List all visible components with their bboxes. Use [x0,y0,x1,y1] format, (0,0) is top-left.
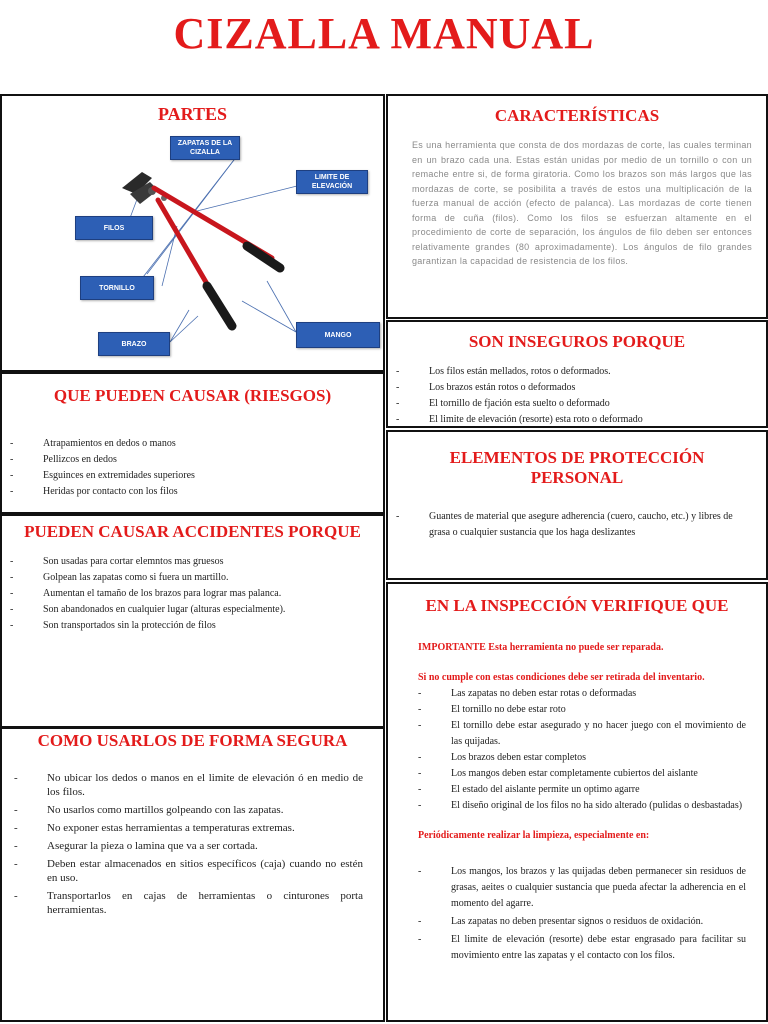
list-item: - El tornillo debe estar asegurado y no hacer juego con el movimiento de las quijadas. [418,718,766,750]
list-item: - El tornillo no debe estar roto [418,702,766,718]
uso-heading: COMO USARLOS DE FORMA SEGURA [37,731,348,750]
callout-filos: FILOS [75,216,153,240]
cleaning-list [388,864,766,964]
accidentes-list [2,554,383,634]
list-item: - No ubicar los dedos o manos en el limite de elevación ó en medio de los filos. [14,771,383,799]
uso-panel [0,727,385,1022]
caracteristicas-heading: CARACTERÍSTICAS [494,106,660,125]
caracteristicas-text: Es una herramienta que consta de dos mordazas de corte, las cuales terminan en un brazo cada una. Estas están unidas por medio de un tornillo o con un remache entre si, de forma giratoria. Como los brazos son más largos que las mordazas de corte, se posibilita a través de estos una multiplicación de la fuerza manual de acción (efecto de palanca). Las mordazas de corte tienen forma de cuña (filos). Como los filos se esfuerzan altamente en el procedimiento de corte de separación, los ángulos de filo deben ser entonces relativamente grandes (80 aproximadamente). Los ángulos de filo grandes garantizan la capacidad de resistencia de los filos. [412,140,752,267]
list-item: - Pellizcos en dedos [10,452,383,468]
list-item: - Golpean las zapatas como si fuera un martillo. [10,570,383,586]
list-item: - Guantes de material que asegure adherencia (cuero, caucho, etc.) y libres de grasa o cualquier sustancia que los haga deslizantes [396,509,756,541]
list-item: - Los filos están mellados, rotos o deformados. [396,364,766,380]
callout-zapatas: ZAPATAS DE LA CIZALLA [170,136,240,160]
list-item: - El estado del aislante permite un optimo agarre [418,782,766,798]
list-item: - Los mangos deben estar completamente cubiertos del aislante [418,766,766,782]
list-item: - Atrapamientos en dedos o manos [10,436,383,452]
callout-limite: LIMITE DE ELEVACIÓN [296,170,368,194]
list-item: - No usarlos como martillos golpeando con las zapatas. [14,803,383,817]
inspeccion-list [388,686,766,814]
list-item: - No exponer estas herramientas a temperaturas extremas. [14,821,383,835]
page-title: CIZALLA MANUAL [173,9,595,58]
callout-mango: MANGO [296,322,380,348]
caracteristicas-panel [386,94,768,319]
inseguros-heading: SON INSEGUROS PORQUE [468,332,686,351]
uso-list [2,771,383,917]
list-item: - Los brazos están rotos o deformados [396,380,766,396]
riesgos-panel [0,372,385,514]
inspeccion-panel [386,582,768,1022]
partes-heading: PARTES [157,104,228,124]
list-item: - Los brazos deben estar completos [418,750,766,766]
cleaning-note: Periódicamente realizar la limpieza, especialmente en: [418,830,650,842]
riesgos-list [2,436,383,500]
list-item: - Heridas por contacto con los filos [10,484,383,500]
list-item: - El limite de elevación (resorte) debe estar engrasado para facilitar su movimiento entre las zapatas y el contacto con los filos. [418,932,766,964]
accidentes-heading: PUEDEN CAUSAR ACCIDENTES PORQUE [24,522,361,541]
list-item: - Aumentan el tamaño de los brazos para lograr mas palanca. [10,586,383,602]
list-item: - Esguinces en extremidades superiores [10,468,383,484]
callout-brazo: BRAZO [98,332,170,356]
inseguros-panel [386,320,768,428]
list-item: - El limite de elevación (resorte) esta roto o deformado [396,412,766,428]
callout-tornillo: TORNILLO [80,276,154,300]
proteccion-heading: ELEMENTOS DE PROTECCIÓN PERSONAL [449,448,705,488]
list-item: - Asegurar la pieza o lamina que va a ser cortada. [14,839,383,853]
list-item: - Las zapatas no deben estar rotas o deformadas [418,686,766,702]
list-item: - Transportarlos en cajas de herramientas o cinturones porta herramientas. [14,889,383,917]
accidentes-panel [0,514,385,728]
partes-panel [0,94,385,372]
list-item: - El tornillo de fjación esta suelto o deformado [396,396,766,412]
list-item: - Son usadas para cortar elemntos mas gruesos [10,554,383,570]
list-item: - El diseño original de los filos no ha sido alterado (pulidas o desbastadas) [418,798,766,814]
list-item: - Son transportados sin la protección de filos [10,618,383,634]
list-item: - Deben estar almacenados en sitios específicos (caja) cuando no estén en uso. [14,857,383,885]
list-item: - Los mangos, los brazos y las quijadas deben permanecer sin residuos de grasas, aeites o cualquier sustancia que pueda afectar la adherencia en el momento del agarre. [418,864,766,912]
list-item: - Son abandonados en cualquier lugar (alturas especialmente). [10,602,383,618]
important-note: IMPORTANTE Esta herramienta no puede ser reparada. [418,642,664,654]
proteccion-panel [386,430,768,580]
condition-note: Si no cumple con estas condiciones debe ser retirada del inventario. [418,672,705,684]
inspeccion-heading: EN LA INSPECCIÓN VERIFIQUE QUE [425,596,729,615]
inseguros-list [388,364,766,428]
riesgos-heading: QUE PUEDEN CAUSAR (RIESGOS) [53,386,332,405]
proteccion-list [388,509,766,541]
list-item: - Las zapatas no deben presentar signos o residuos de oxidación. [418,914,766,930]
